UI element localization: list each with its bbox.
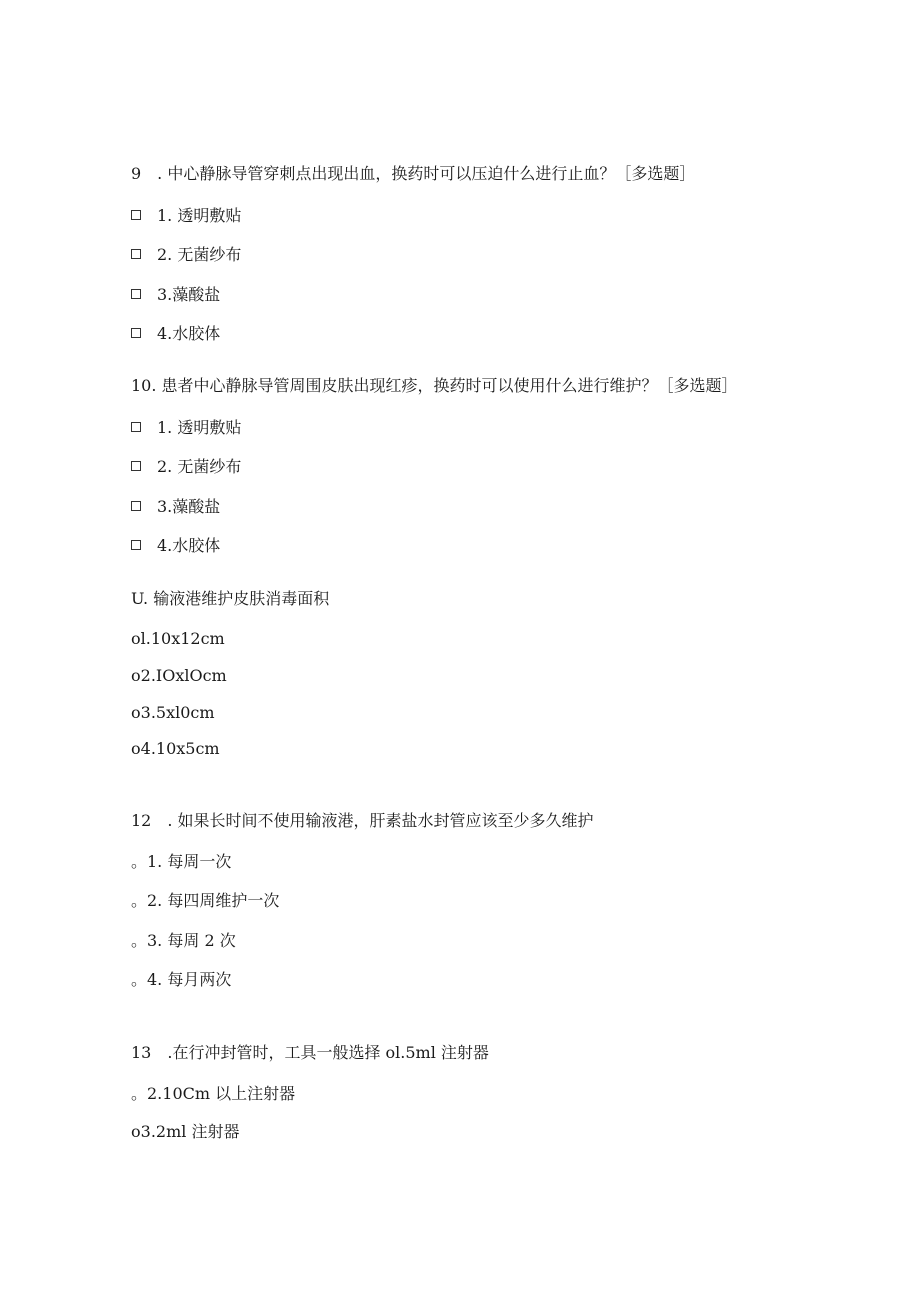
q10-option-1[interactable]: 1. 透明敷贴 [131,418,241,438]
q11-option-3[interactable]: o3.5xl0cm [131,703,215,722]
question-11-text: U. 输液港维护皮肤消毒面积 [131,589,330,608]
q9-option-2[interactable]: 2. 无菌纱布 [131,245,241,265]
q11-option-1[interactable]: ol.10x12cm [131,629,225,648]
q11-option-4[interactable]: o4.10x5cm [131,739,220,758]
q12-option-1[interactable]: 。1. 每周一次 [131,852,232,871]
question-10-text: 10. 患者中心静脉导管周围皮肤出现红疹，换药时可以使用什么进行维护？［多选题］ [131,376,738,395]
checkbox-icon[interactable] [131,249,141,259]
q12-option-4[interactable]: 。4. 每月两次 [131,970,232,989]
checkbox-icon[interactable] [131,328,141,338]
q11-option-2[interactable]: o2.IOxlOcm [131,666,227,685]
q10-option-2[interactable]: 2. 无菌纱布 [131,457,241,477]
question-9-text: 9 . 中心静脉导管穿刺点出现出血，换药时可以压迫什么进行止血？［多选题］ [131,164,696,183]
checkbox-icon[interactable] [131,501,141,511]
q13-option-2[interactable]: 。2.10Cm 以上注射器 [131,1084,296,1103]
checkbox-icon[interactable] [131,210,141,220]
question-13-text: 13 .在行冲封管时，工具一般选择 ol.5ml 注射器 [131,1043,489,1062]
q9-option-1[interactable]: 1. 透明敷贴 [131,206,241,226]
checkbox-icon[interactable] [131,461,141,471]
q9-option-4[interactable]: 4.水胶体 [131,324,220,344]
q10-option-4[interactable]: 4.水胶体 [131,536,220,556]
q13-option-3[interactable]: o3.2ml 注射器 [131,1122,240,1141]
question-12-text: 12 . 如果长时间不使用输液港，肝素盐水封管应该至少多久维护 [131,811,594,830]
q12-option-2[interactable]: 。2. 每四周维护一次 [131,891,280,910]
q12-option-3[interactable]: 。3. 每周 2 次 [131,931,236,950]
checkbox-icon[interactable] [131,540,141,550]
checkbox-icon[interactable] [131,289,141,299]
q9-option-3[interactable]: 3.藻酸盐 [131,285,220,305]
q10-option-3[interactable]: 3.藻酸盐 [131,497,220,517]
checkbox-icon[interactable] [131,422,141,432]
